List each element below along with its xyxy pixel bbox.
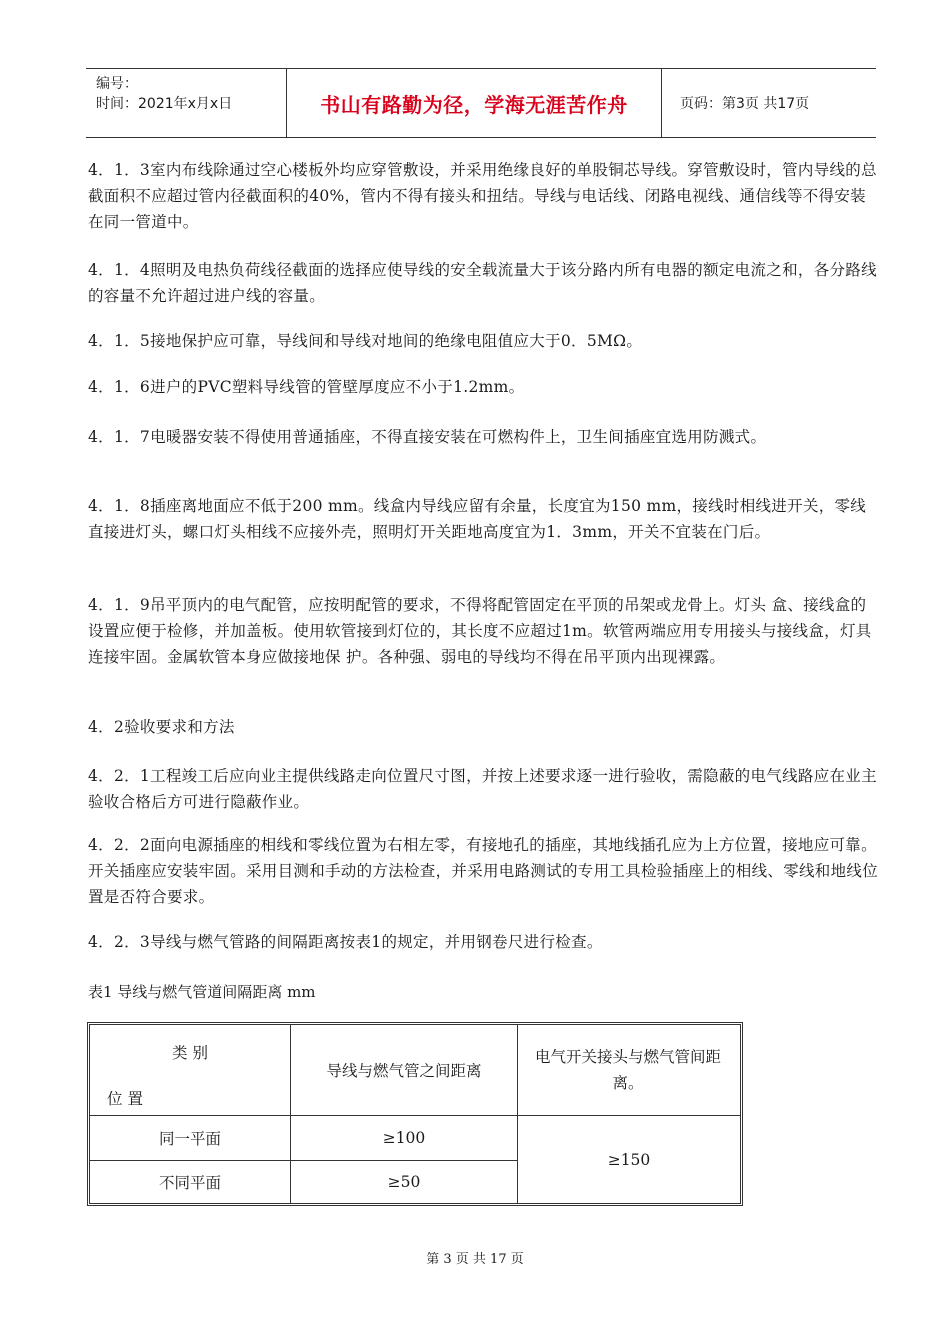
- distance-table: [87, 1022, 743, 1206]
- clause-4-2-3: 4．2．3导线与燃气管路的间隔距离按表1的规定，并用钢卷尺进行检查。: [88, 933, 603, 951]
- clause-4-1-9: 4．1．9吊平顶内的电气配管，应按明配管的要求，不得将配管固定在平顶的吊架或龙骨上。灯头 盒、接线盒的设置应便于检修，并加盖板。使用软管接到灯位的，其长度不应超过1m。软管两端应用专用接头与接线盒，灯具连接牢固。金属软管本身应做接地保 护。各种强、弱电的导线均不得在吊平顶内出现裸露。: [88, 596, 872, 666]
- value-switch-distance: ≥150: [607, 1150, 651, 1169]
- time-label: 时间：2021年x月x日: [96, 96, 233, 112]
- clause-4-2-2: 4．2．2面向电源插座的相线和零线位置为右相左零，有接地孔的插座，其地线插孔应为上方位置，接地应可靠。开关插座应安装牢固。采用目测和手动的方法检查，并采用电路测试的专用工具检验插座上的相线、零线和地线位置是否符合要求。: [88, 836, 879, 906]
- page-footer: 第 3 页 共 17 页: [426, 1252, 524, 1267]
- clause-4-1-6: 4．1．6进户的PVC塑料导线管的管壁厚度应不小于1.2mm。: [88, 378, 525, 396]
- clause-4-1-7: 4．1．7电暖器安装不得使用普通插座，不得直接安装在可燃构件上，卫生间插座宜选用防溅式。: [88, 428, 767, 446]
- value-different-plane: ≥50: [387, 1173, 421, 1191]
- value-same-plane: ≥100: [382, 1129, 426, 1147]
- header-meta: [86, 69, 286, 137]
- table-caption: 表1 导线与燃气管道间隔距离 mm: [88, 983, 316, 1001]
- document-header: [86, 68, 876, 138]
- number-label: 编号：: [96, 76, 138, 92]
- row-label-different-plane: 不同平面: [158, 1174, 221, 1192]
- page-info-text: 页码：第3页 共17页: [680, 96, 810, 112]
- col-header-switch-distance: 电气开关接头与燃气管间距离。: [534, 1048, 721, 1092]
- clause-4-1-5: 4．1．5接地保护应可靠，导线间和导线对地间的绝缘电阻值应大于0．5MΩ。: [88, 332, 643, 350]
- corner-category-label: 类 别: [172, 1044, 208, 1062]
- row-label-same-plane: 同一平面: [158, 1130, 221, 1148]
- section-4-2-heading: 4．2验收要求和方法: [88, 718, 235, 736]
- col-header-wire-distance: 导线与燃气管之间距离: [326, 1062, 482, 1080]
- corner-position-label: 位 置: [107, 1090, 143, 1108]
- clause-4-2-1: 4．2．1工程竣工后应向业主提供线路走向位置尺寸图，并按上述要求逐一进行验收，需隐蔽的电气线路应在业主验收合格后方可进行隐蔽作业。: [88, 767, 877, 811]
- clause-4-1-3: 4．1．3室内布线除通过空心楼板外均应穿管敷设，并采用绝缘良好的单股铜芯导线。穿管敷设时，管内导线的总截面积不应超过管内径截面积的40%，管内不得有接头和扭结。导线与电话线、闭路电视线、通信线等不得安装在同一管道中。: [88, 161, 877, 231]
- header-page-info: [670, 69, 876, 137]
- clause-4-1-8: 4．1．8插座离地面应不低于200 mm。线盒内导线应留有余量，长度宜为150 mm，接线时相线进开关，零线直接进灯头，螺口灯头相线不应接外壳，照明灯开关距地高度宜为1．3mm，开关不宜装在门后。: [88, 497, 867, 541]
- header-divider: [661, 69, 662, 137]
- clause-4-1-4: 4．1．4照明及电热负荷线径截面的选择应使导线的安全载流量大于该分路内所有电器的额定电流之和，各分路线的容量不允许超过进户线的容量。: [88, 261, 877, 305]
- header-motto: 书山有路勤为径，学海无涯苦作舟: [320, 92, 628, 117]
